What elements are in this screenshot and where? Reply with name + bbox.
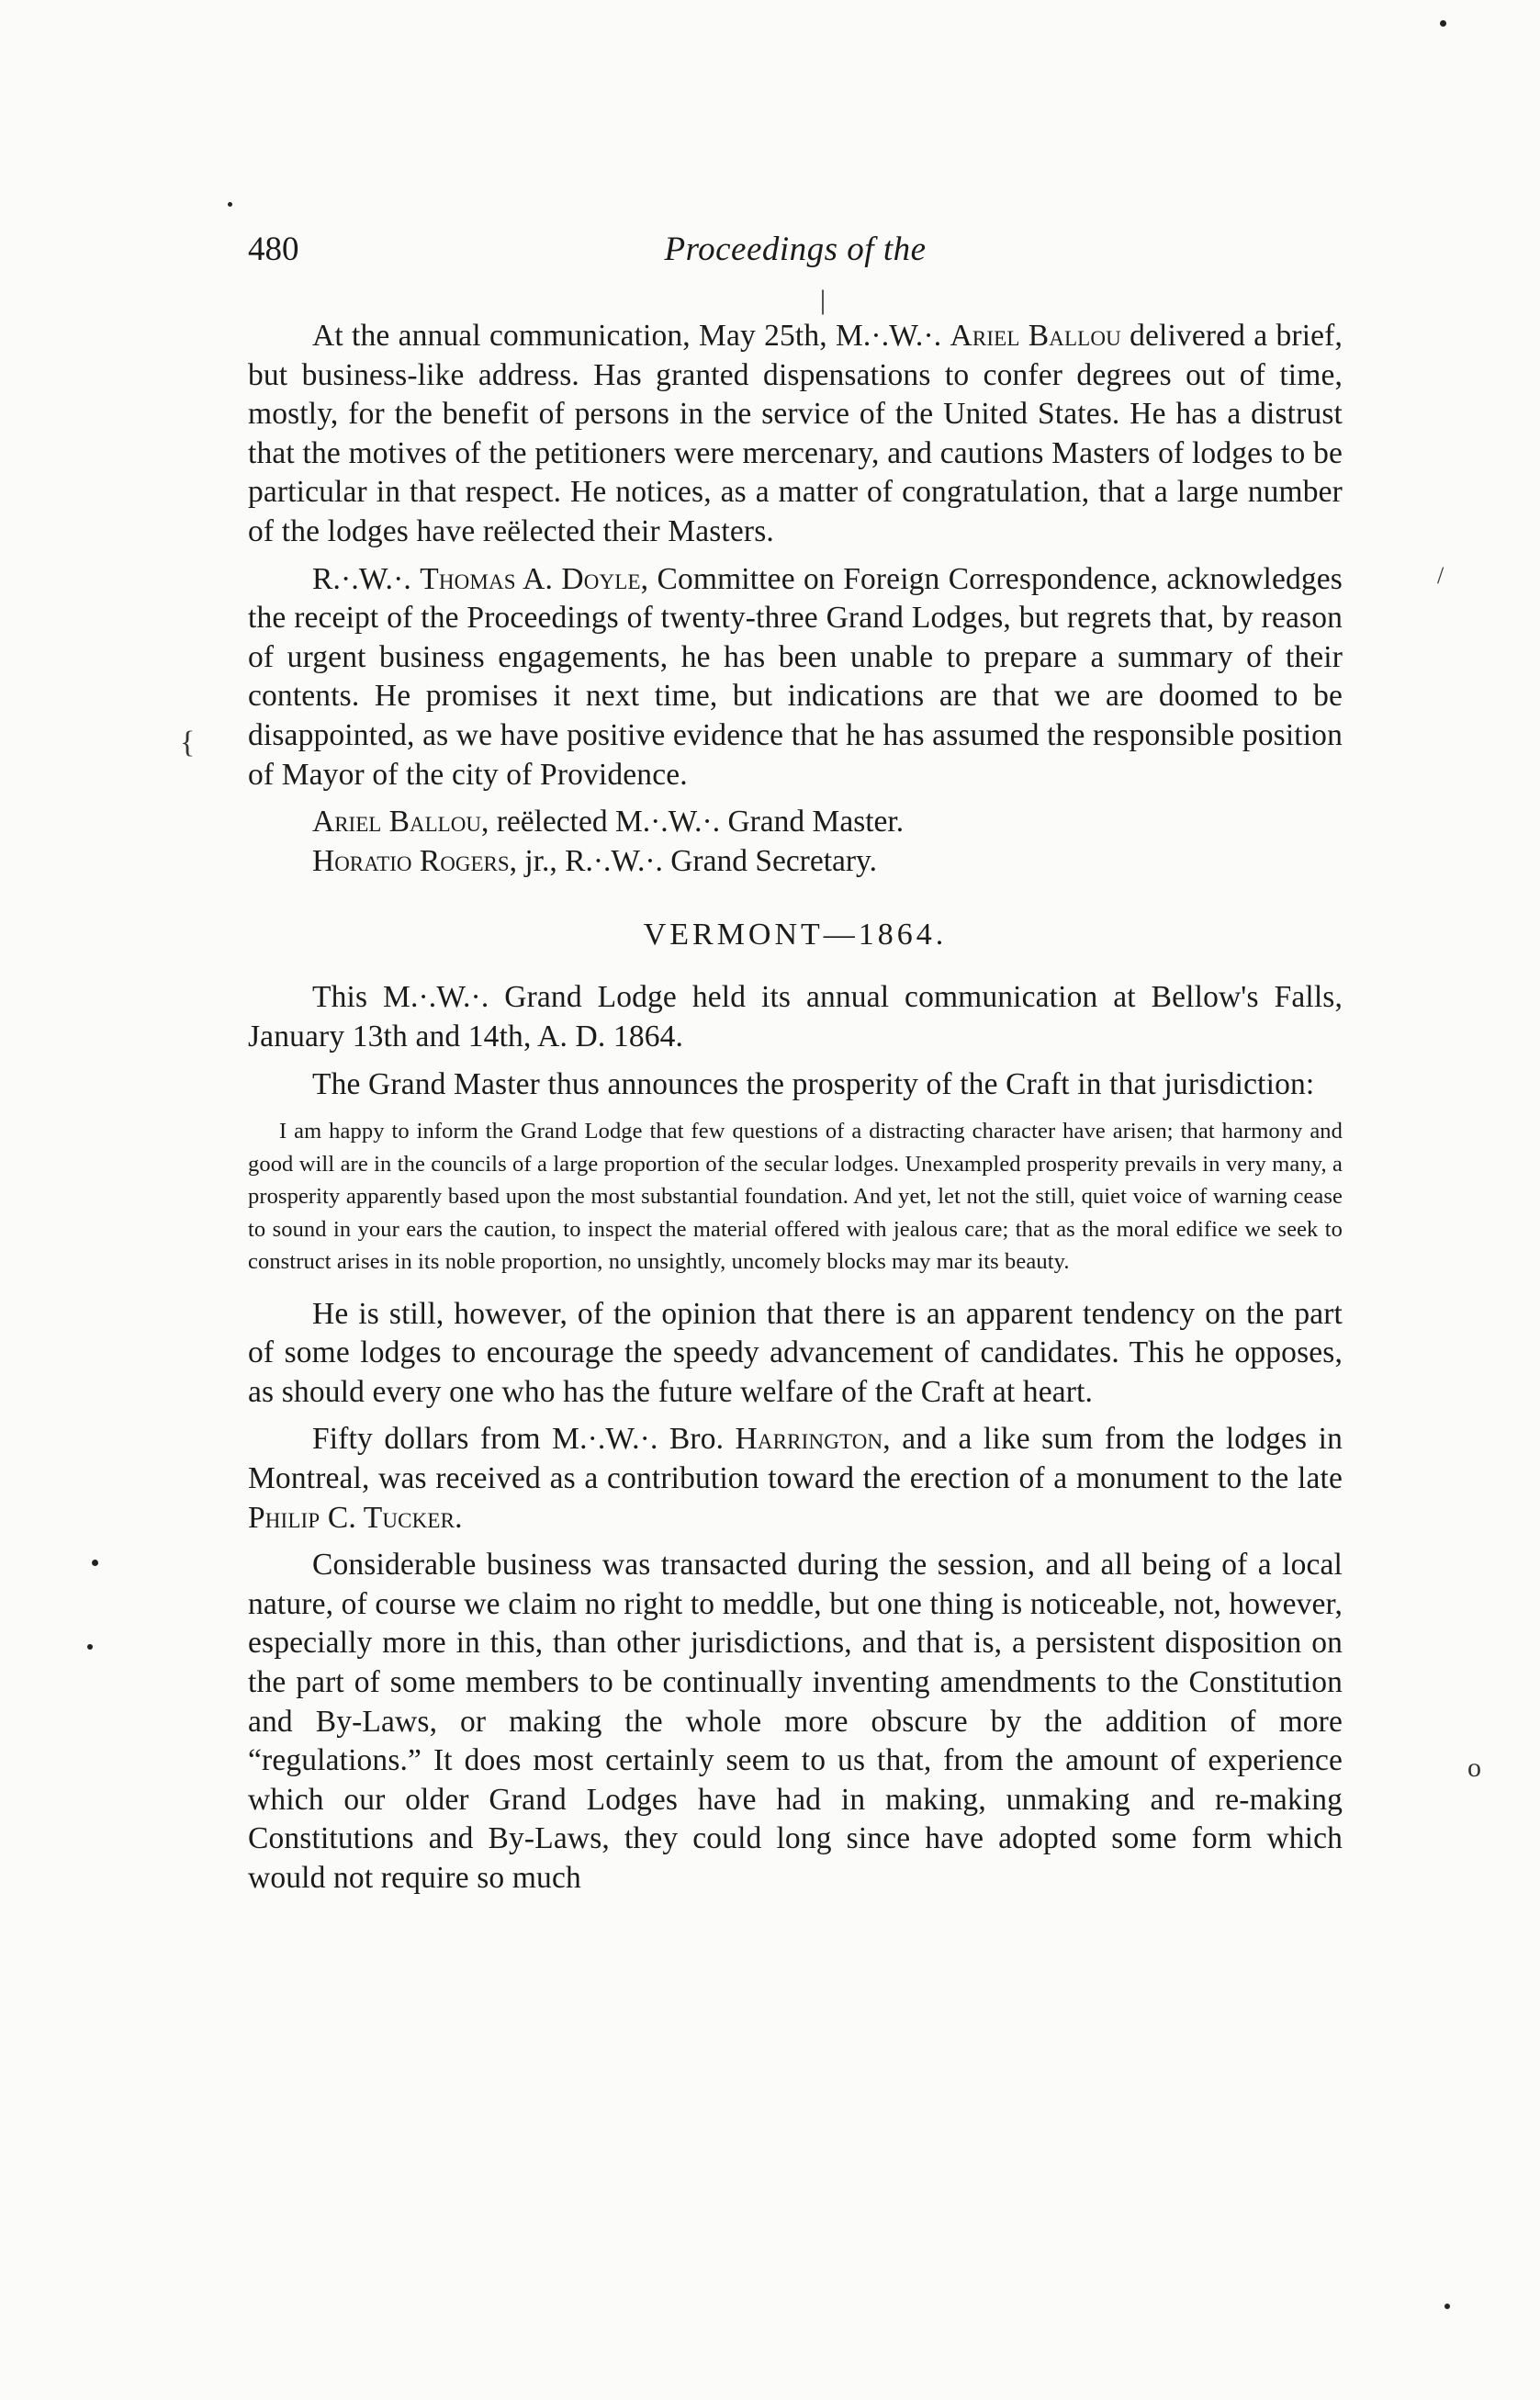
margin-circle-mark: o: [1467, 1752, 1481, 1783]
print-speck: [228, 202, 232, 207]
officer-grand-master: Ariel Ballou, reëlected M.·.W.·. Grand Master.: [312, 805, 905, 839]
margin-bracket-mark: {: [180, 726, 196, 760]
running-title: Proceedings of the: [664, 231, 927, 268]
book-page: [248, 230, 1343, 1907]
paragraph-amendments: Considerable business was transacted during the session, and all being of a local nature, of course we claim no right to meddle, but one thing is noticeable, not, however, especially more in this, than other jurisdictions, and that is, a persistent disposition on the part of some members to be continually inventing amendments to the Constitution and By-Laws, or making the whole more obscure by the addition of more “regulations.” It does most certainly seem to us that, from the amount of experience which our older Grand Lodges have had in making, unmaking and re-making Constitutions and By-Laws, they could long since have adopted some form which would not require so much: [248, 1548, 1343, 1895]
page-header: [248, 230, 1343, 315]
paragraph-candidates: He is still, however, of the opinion that there is an apparent tendency on the part of some lodges to encourage the speedy advancement of candidates. This he opposes, as should every one who has the future welfare of the Craft at heart.: [248, 1296, 1343, 1409]
officer-grand-secretary: Horatio Rogers, jr., R.·.W.·. Grand Secretary.: [312, 843, 877, 878]
quoted-extract: I am happy to inform the Grand Lodge that few questions of a distracting character have arisen; that harmony and good will are in the councils of a large proportion of the secular lodges. Unexampled prosperity prevails in very many, a prosperity apparently based upon the most substantial foundation. And yet, let not the still, quiet voice of warning cease to sound in your ears the caution, to inspect the material offered with jealous care; that as the moral edifice we seek to construct arises in its noble proportion, no unsightly, uncomely blocks may mar its beauty.: [248, 1119, 1343, 1275]
paragraph-annual-communication: This M.·.W.·. Grand Lodge held its annual communication at Bellow's Falls, January 13th and 14th, A. D. 1864.: [248, 980, 1343, 1054]
page-number: 480: [248, 231, 299, 268]
margin-tick-mark: /: [1437, 562, 1444, 589]
paragraph-rhode-island-address: At the annual communication, May 25th, M.·.W.·. Ariel Ballou delivered a brief, but business-like address. Has granted dispensations to confer degrees out of time, mostly, for the benefit of persons in the service of the United States. He has a distrust that the motives of the petitioners were mercenary, and cautions Masters of lodges to be particular in that respect. He notices, as a matter of congratulation, that a large number of the lodges have reëlected their Masters.: [248, 319, 1343, 548]
paragraph-prosperity-intro: The Grand Master thus announces the prosperity of the Craft in that jurisdiction:: [312, 1066, 1315, 1101]
print-speck: [92, 1560, 98, 1566]
print-speck: [1440, 20, 1446, 27]
print-speck: [1444, 2304, 1450, 2309]
print-speck: [87, 1644, 93, 1650]
section-heading-vermont: VERMONT—1864.: [643, 918, 948, 952]
header-tick-mark: |: [820, 285, 826, 315]
paragraph-monument: Fifty dollars from M.·.W.·. Bro. Harrington, and a like sum from the lodges in Montreal, was received as a contribution toward the erection of a monument to the late Philip C. Tucker.: [248, 1422, 1343, 1535]
paragraph-foreign-correspondence: R.·.W.·. Thomas A. Doyle, Committee on Foreign Correspondence, acknowledges the receipt of the Proceedings of twenty-three Grand Lodges, but regrets that, by reason of urgent business engagements, he has been unable to prepare a summary of their contents. He promises it next time, but indications are that we are doomed to be disappointed, as we have positive evidence that he has assumed the responsible position of Mayor of the city of Providence.: [248, 561, 1343, 792]
